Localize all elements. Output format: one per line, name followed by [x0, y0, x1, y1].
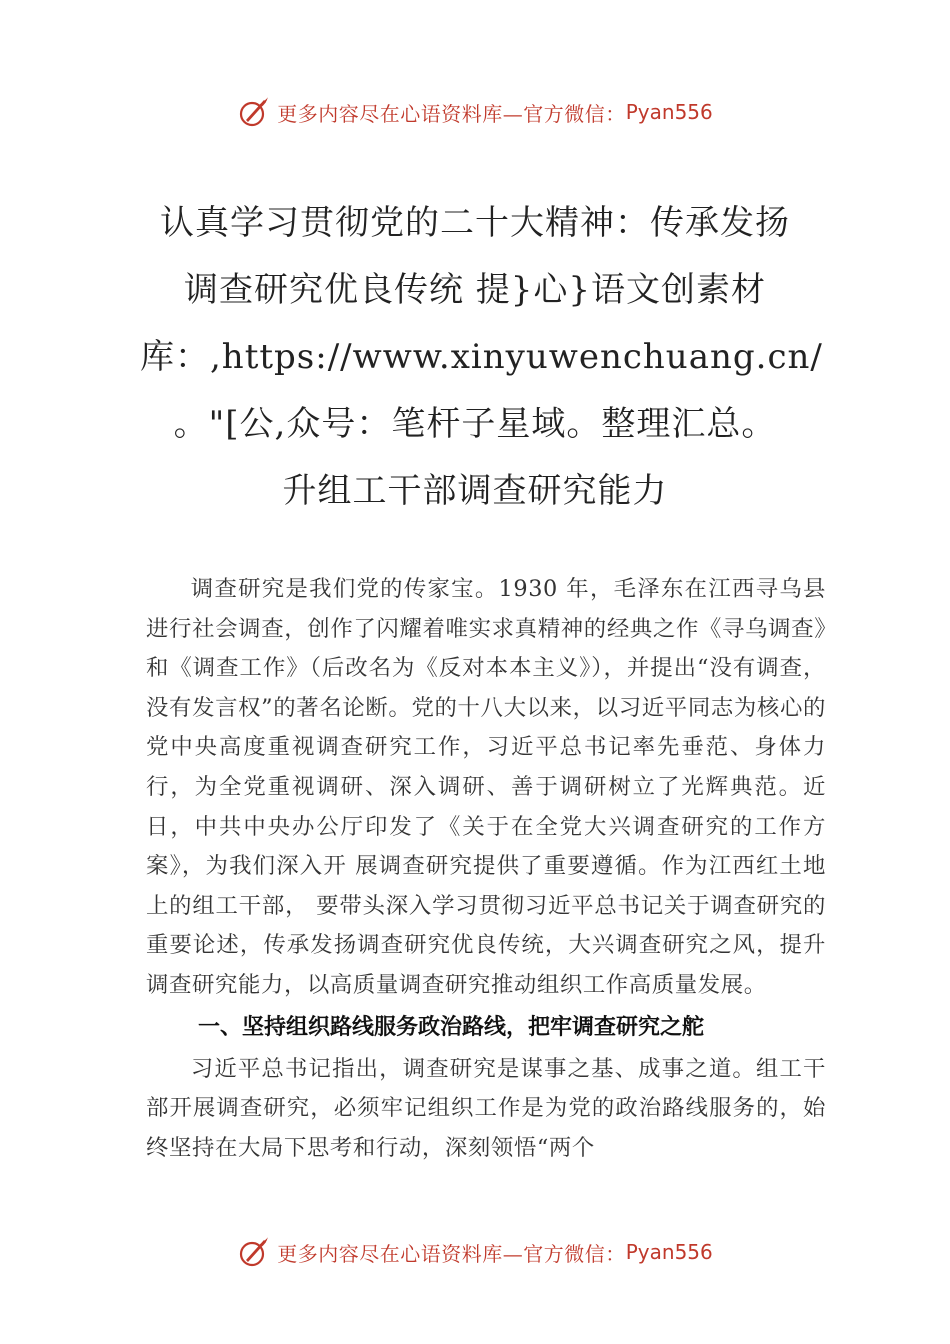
title-line: 。"[公,众号：笔杆子星域。整理汇总。: [173, 404, 777, 444]
section-heading: 一、坚持组织路线服务政治路线，把牢调查研究之舵: [198, 1014, 705, 1040]
body-paragraph: 调查研究是我们党的传家宝。1930 年，毛泽东在江西寻乌县进行社会调查，创作了闪耀着唯实求真精神的经典之作《寻乌调查》和《调查工作》（后改名为《反对本本主义》），并提出“没有调查，没有发言权”的著名论断。党的十八大以来，以习近平同志为核心的党中央高度重视调查研究工作，习近平总书记率先垂范、身体力行，为全党重视调研、深入调研、善于调研树立了光辉典范。近日，中共中央办公厅印发了《关于在全党大兴调查研究的工作方案》，为我们深入开 展调查研究提供了重要遵循。作为江西红土地上的组工干部， 要带头深入学习贯彻习近平总书记关于调查研究的重要论述，传承发扬调查研究优良传统，大兴调查研究之风，提升 调查研究能力，以高质量调查研究推动组织工作高质量发展。: [146, 576, 826, 998]
title-line: 库：,https://www.xinyuwenchuang.cn/: [140, 337, 823, 377]
body-paragraph: 习近平总书记指出，调查研究是谋事之基、成事之道。组工干部开展调查研究，必须牢记组织工作是为党的政治路线服务的，始终坚持在大局下思考和行动，深刻领悟“两个: [146, 1055, 826, 1161]
banner-text: 更多内容尽在心语资料库—官方微信：: [277, 101, 626, 126]
header-banner: [0, 92, 950, 132]
banner-wechat-id: Pyan556: [625, 100, 713, 124]
quill-pen-logo-icon: [237, 95, 271, 129]
title-line: 升组工干部调查研究能力: [282, 471, 668, 511]
document-body: [146, 570, 826, 1168]
document-title: [140, 190, 823, 525]
title-line: 调查研究优良传统 提}心}语文创素材: [183, 270, 767, 310]
banner-wechat-id: Pyan556: [625, 1240, 713, 1264]
quill-pen-logo-icon: [237, 1235, 271, 1269]
banner-text: 更多内容尽在心语资料库—官方微信：: [277, 1241, 626, 1266]
title-line: 认真学习贯彻党的二十大精神：传承发扬: [160, 203, 790, 243]
footer-banner: [0, 1232, 950, 1272]
